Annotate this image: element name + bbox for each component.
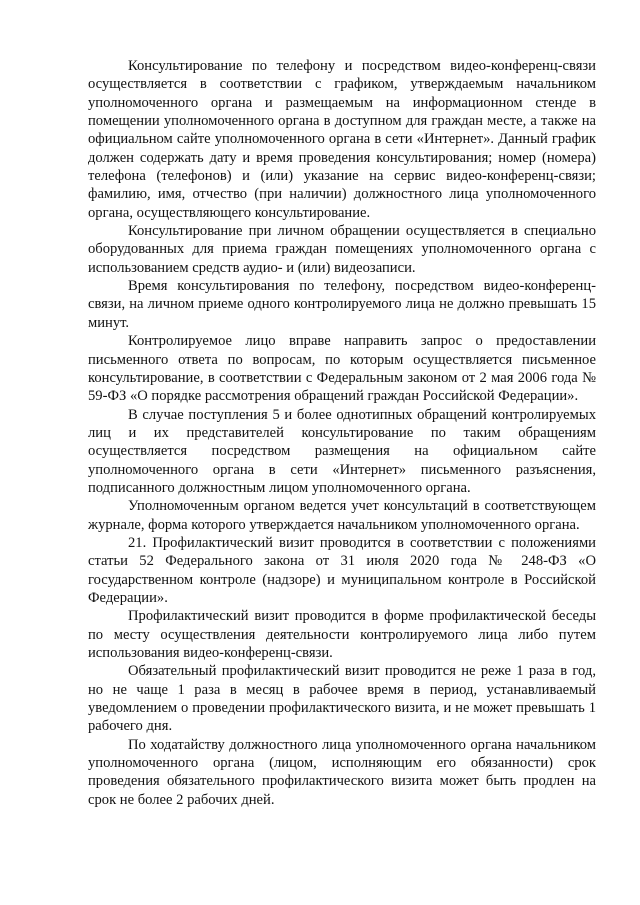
paragraph-personal-consulting: Консультирование при личном обращении осуществляется в специально оборудованных для приема граждан помещениях уполномоченного органа с использованием средств аудио- и (или) видеозаписи. [88, 223, 596, 276]
paragraph-similar-requests: В случае поступления 5 и более однотипных обращений контролируемых лиц и их представителей консультирование по таким обращениям осуществляется посредством размещения на официальном сайте уполномоченного органа в сети «Интернет» письменного разъяснения, подписанного должностным лицом уполномоченного органа. [88, 406, 596, 496]
paragraph-mandatory-visit: Обязательный профилактический визит проводится не реже 1 раза в год, но не чаще 1 раза в месяц в рабочее время в период, устанавливаемый уведомлением о проведении профилактического визита, и не может превышать 1 рабочего дня. [88, 663, 596, 735]
paragraph-preventive-visit-form: Профилактический визит проводится в форме профилактической беседы по месту осуществления деятельности контролируемого лица либо путем использования видео-конференц-связи. [88, 608, 596, 661]
paragraph-preventive-visit-law: 21. Профилактический визит проводится в соответствии с положениями статьи 52 Федерального закона от 31 июля 2020 года № 248-ФЗ «О государственном контроле (надзоре) и муниципальном контроле в Российской Федерации». [88, 534, 596, 606]
paragraph-consulting-journal: Уполномоченным органом ведется учет консультаций в соответствующем журнале, форма которого утверждается начальником уполномоченного органа. [88, 498, 596, 533]
paragraph-consulting-duration: Время консультирования по телефону, посредством видео-конференц-связи, на личном приеме одного контролируемого лица не должно превышать 15 минут. [88, 278, 596, 331]
paragraph-written-request: Контролируемое лицо вправе направить запрос о предоставлении письменного ответа по вопросам, по которым осуществляется письменное консультирование, в соответствии с Федеральным законом от 2 мая 2006 года № 59-ФЗ «О порядке рассмотрения обращений граждан Российской Федерации». [88, 333, 596, 405]
paragraph-phone-video-consulting: Консультирование по телефону и посредством видео-конференц-связи осуществляется в соответствии с графиком, утверждаемым начальником уполномоченного органа и размещаемым на информационном стенде в помещении уполномоченного органа в доступном для граждан месте, а также на официальном сайте уполномоченного органа в сети «Интернет». Данный график должен содержать дату и время проведения консультирования; номер (номера) телефона (телефонов) и (или) указание на сервис видео-конференц-связи; фамилию, имя, отчество (при наличии) должностного лица уполномоченного органа, осуществляющего консультирование. [88, 58, 596, 221]
paragraph-visit-extension: По ходатайству должностного лица уполномоченного органа начальником уполномоченного органа (лицом, исполняющим его обязанности) срок проведения обязательного профилактического визита может быть продлен на срок не более 2 рабочих дней. [88, 736, 596, 808]
document-page [88, 57, 596, 809]
